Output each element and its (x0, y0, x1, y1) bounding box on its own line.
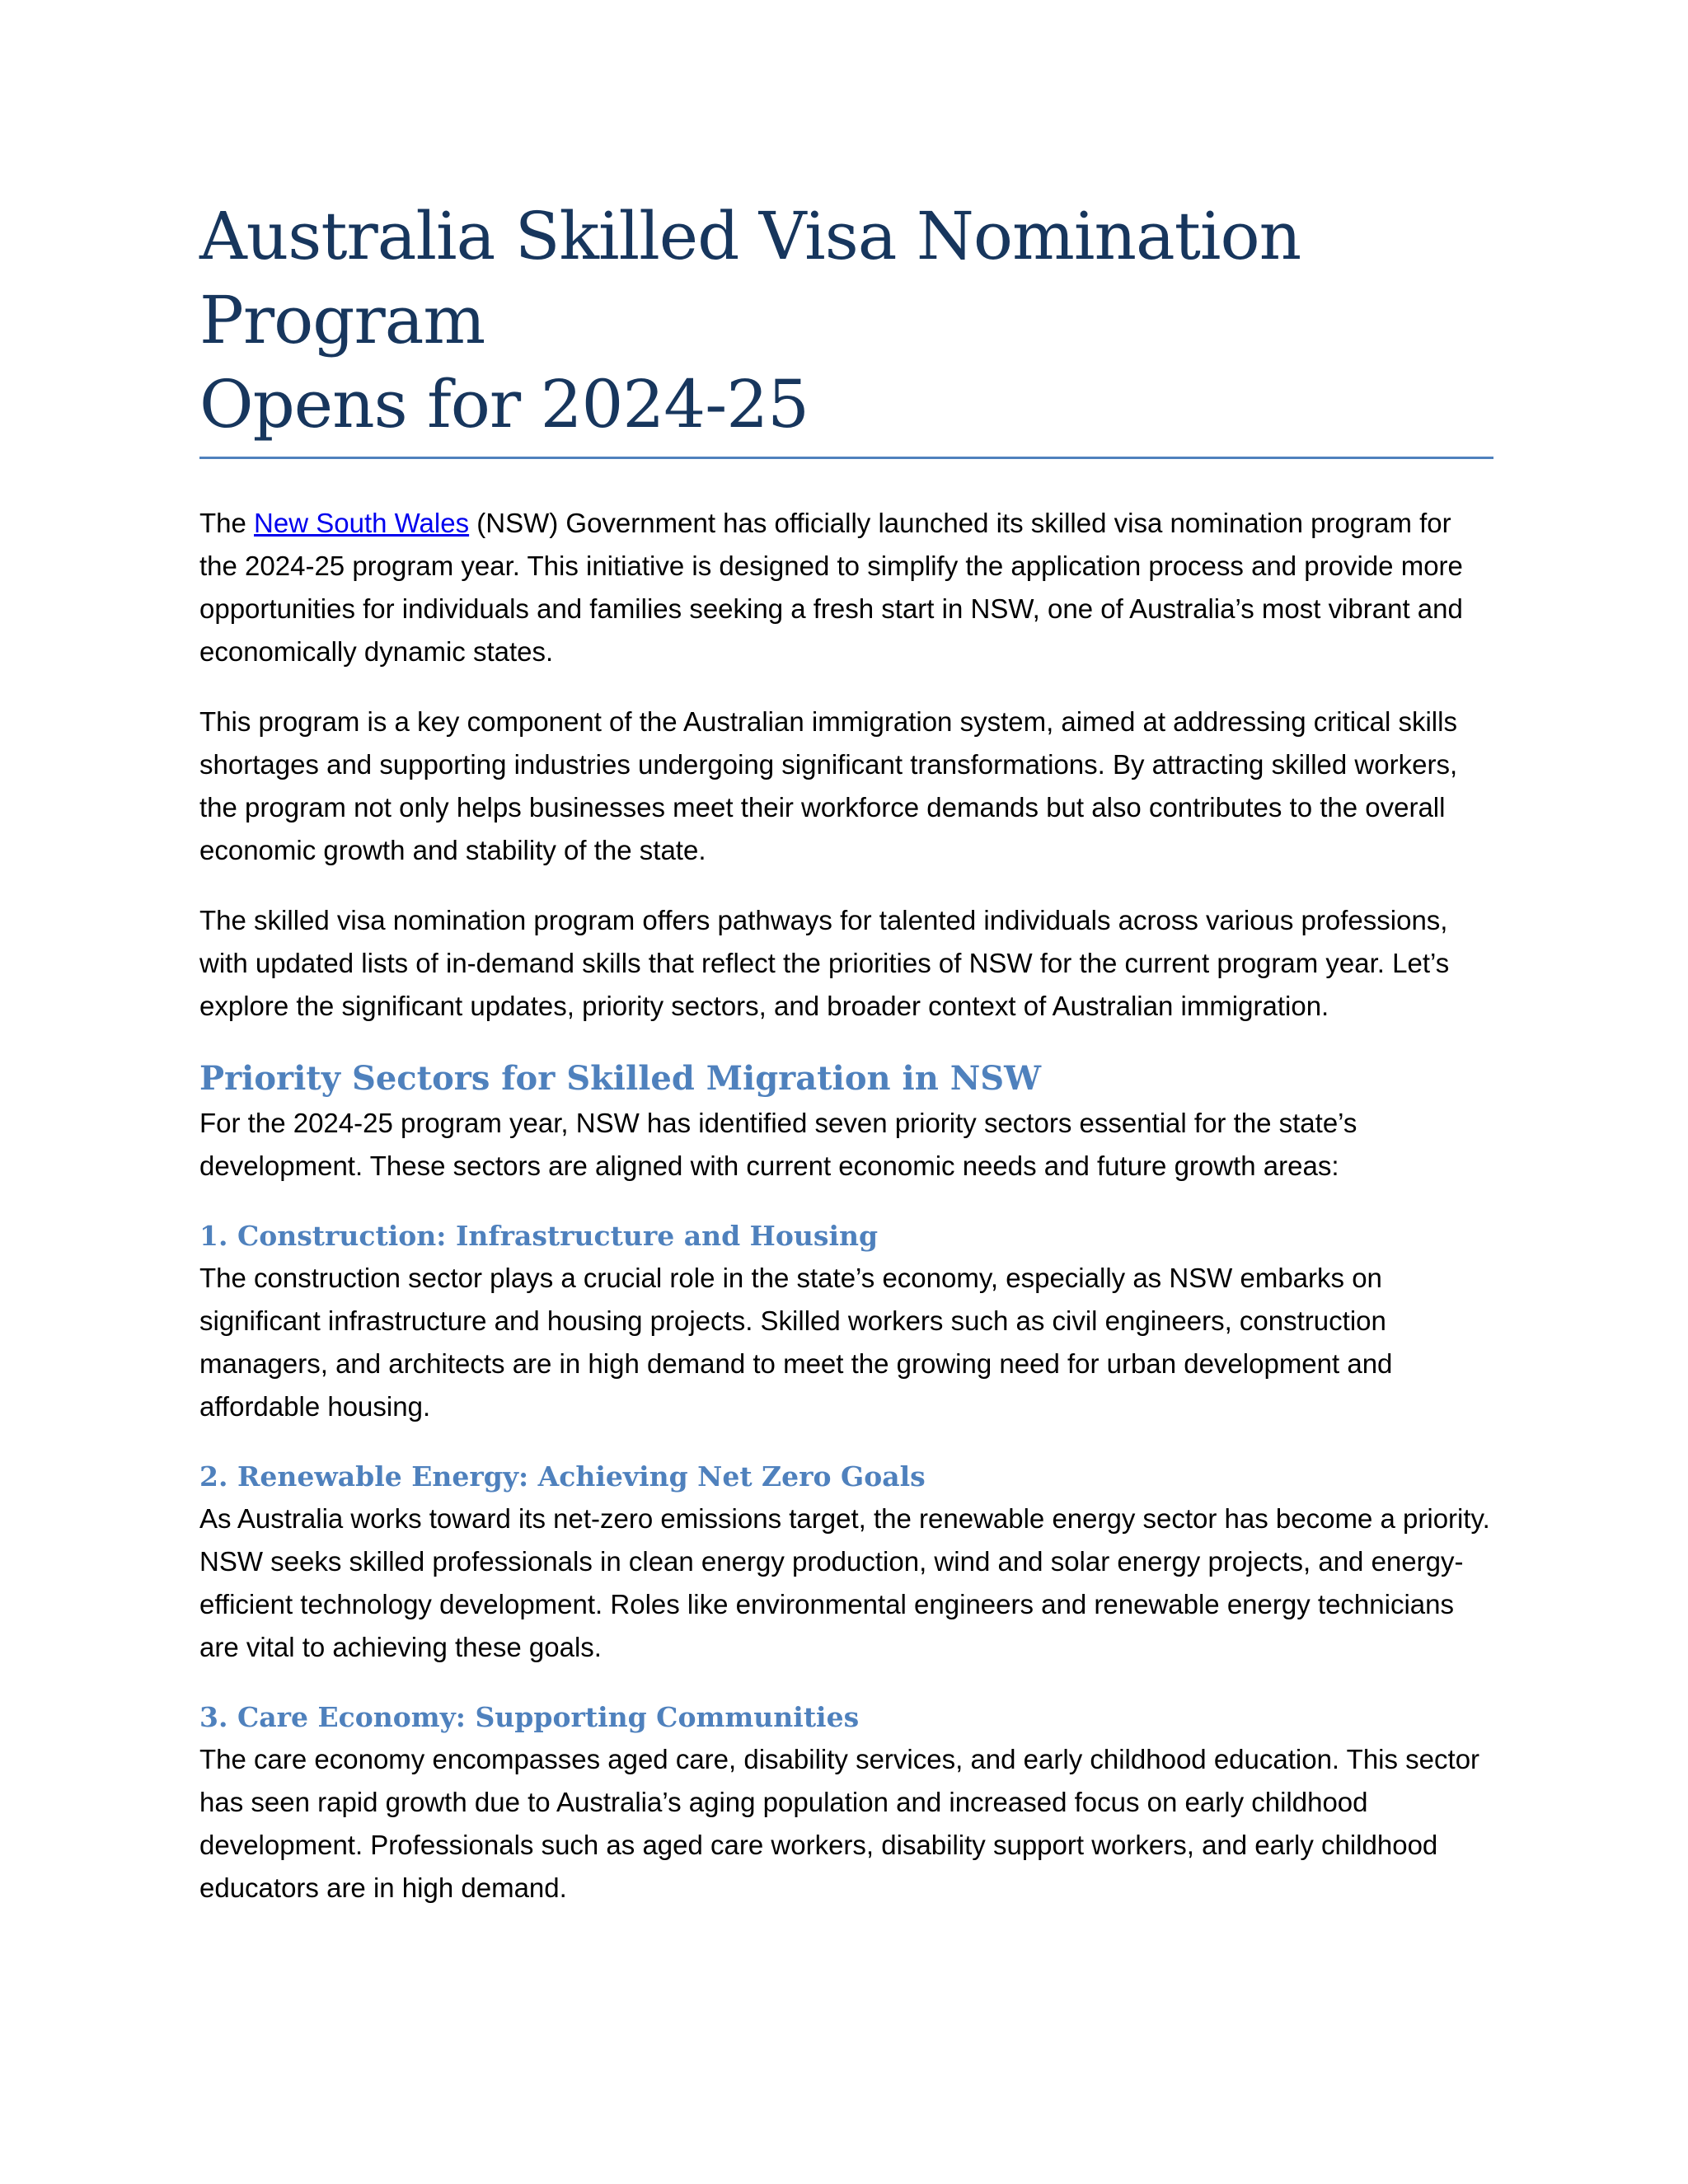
intro-suffix: (NSW) Government has officially launched its skilled visa nomination program for the 2024-25 program year. This initiative is designed to simplify the application process and provide more opportunities for individuals and families seeking a fresh start in NSW, one of Australia’s most vibrant and economically dynamic states. (199, 508, 1463, 667)
sector-heading-care-economy: 3. Care Economy: Supporting Communities (199, 1701, 860, 1733)
new-south-wales-link[interactable]: New South Wales (254, 508, 470, 538)
sector-body-construction: The construction sector plays a crucial role in the state’s economy, especially as NSW embarks on significant infrastructure and housing projects. Skilled workers such as civil engineers, construction managers, and architects are in high demand to meet the growing need for urban development and affordable housing. (199, 1263, 1393, 1422)
article-title (199, 194, 1493, 447)
paragraph-3: The skilled visa nomination program offers pathways for talented individuals across various professions, with updated lists of in-demand skills that reflect the priorities of NSW for the current program year. Let’s explore the significant updates, priority sectors, and broader context of Australian immigration. (199, 905, 1450, 1021)
intro-prefix: The (199, 508, 255, 538)
sector-heading-construction: 1. Construction: Infrastructure and Housing (199, 1220, 879, 1252)
priority-sectors-heading: Priority Sectors for Skilled Migration in NSW (199, 1059, 1042, 1098)
priority-sectors-intro: For the 2024-25 program year, NSW has identified seven priority sectors essential for the state’s development. These sectors are aligned with current economic needs and future growth areas: (199, 1108, 1357, 1181)
article-title-line-1: Australia Skilled Visa Nomination Program (199, 198, 1301, 359)
sector-body-renewable-energy: As Australia works toward its net-zero emissions target, the renewable energy sector has become a priority. NSW seeks skilled professionals in clean energy production, wind and solar energy projects, and energy-efficient technology development. Roles like environmental engineers and renewable energy technicians are vital to achieving these goals. (199, 1503, 1490, 1662)
sector-body-care-economy: The care economy encompasses aged care, disability services, and early childhood education. This sector has seen rapid growth due to Australia’s aging population and increased focus on early childhood development. Professionals such as aged care workers, disability support workers, and early childhood educators are in high demand. (199, 1744, 1480, 1903)
paragraph-2: This program is a key component of the Australian immigration system, aimed at addressing critical skills shortages and supporting industries undergoing significant transformations. By attracting skilled workers, the program not only helps businesses meet their workforce demands but also contributes to the overall economic growth and stability of the state. (199, 706, 1458, 865)
document-page (199, 194, 1493, 1910)
sector-heading-renewable-energy: 2. Renewable Energy: Achieving Net Zero Goals (199, 1460, 926, 1493)
intro-paragraph (199, 502, 1493, 673)
title-underline-divider (199, 457, 1493, 459)
article-title-line-2: Opens for 2024-25 (199, 366, 809, 443)
